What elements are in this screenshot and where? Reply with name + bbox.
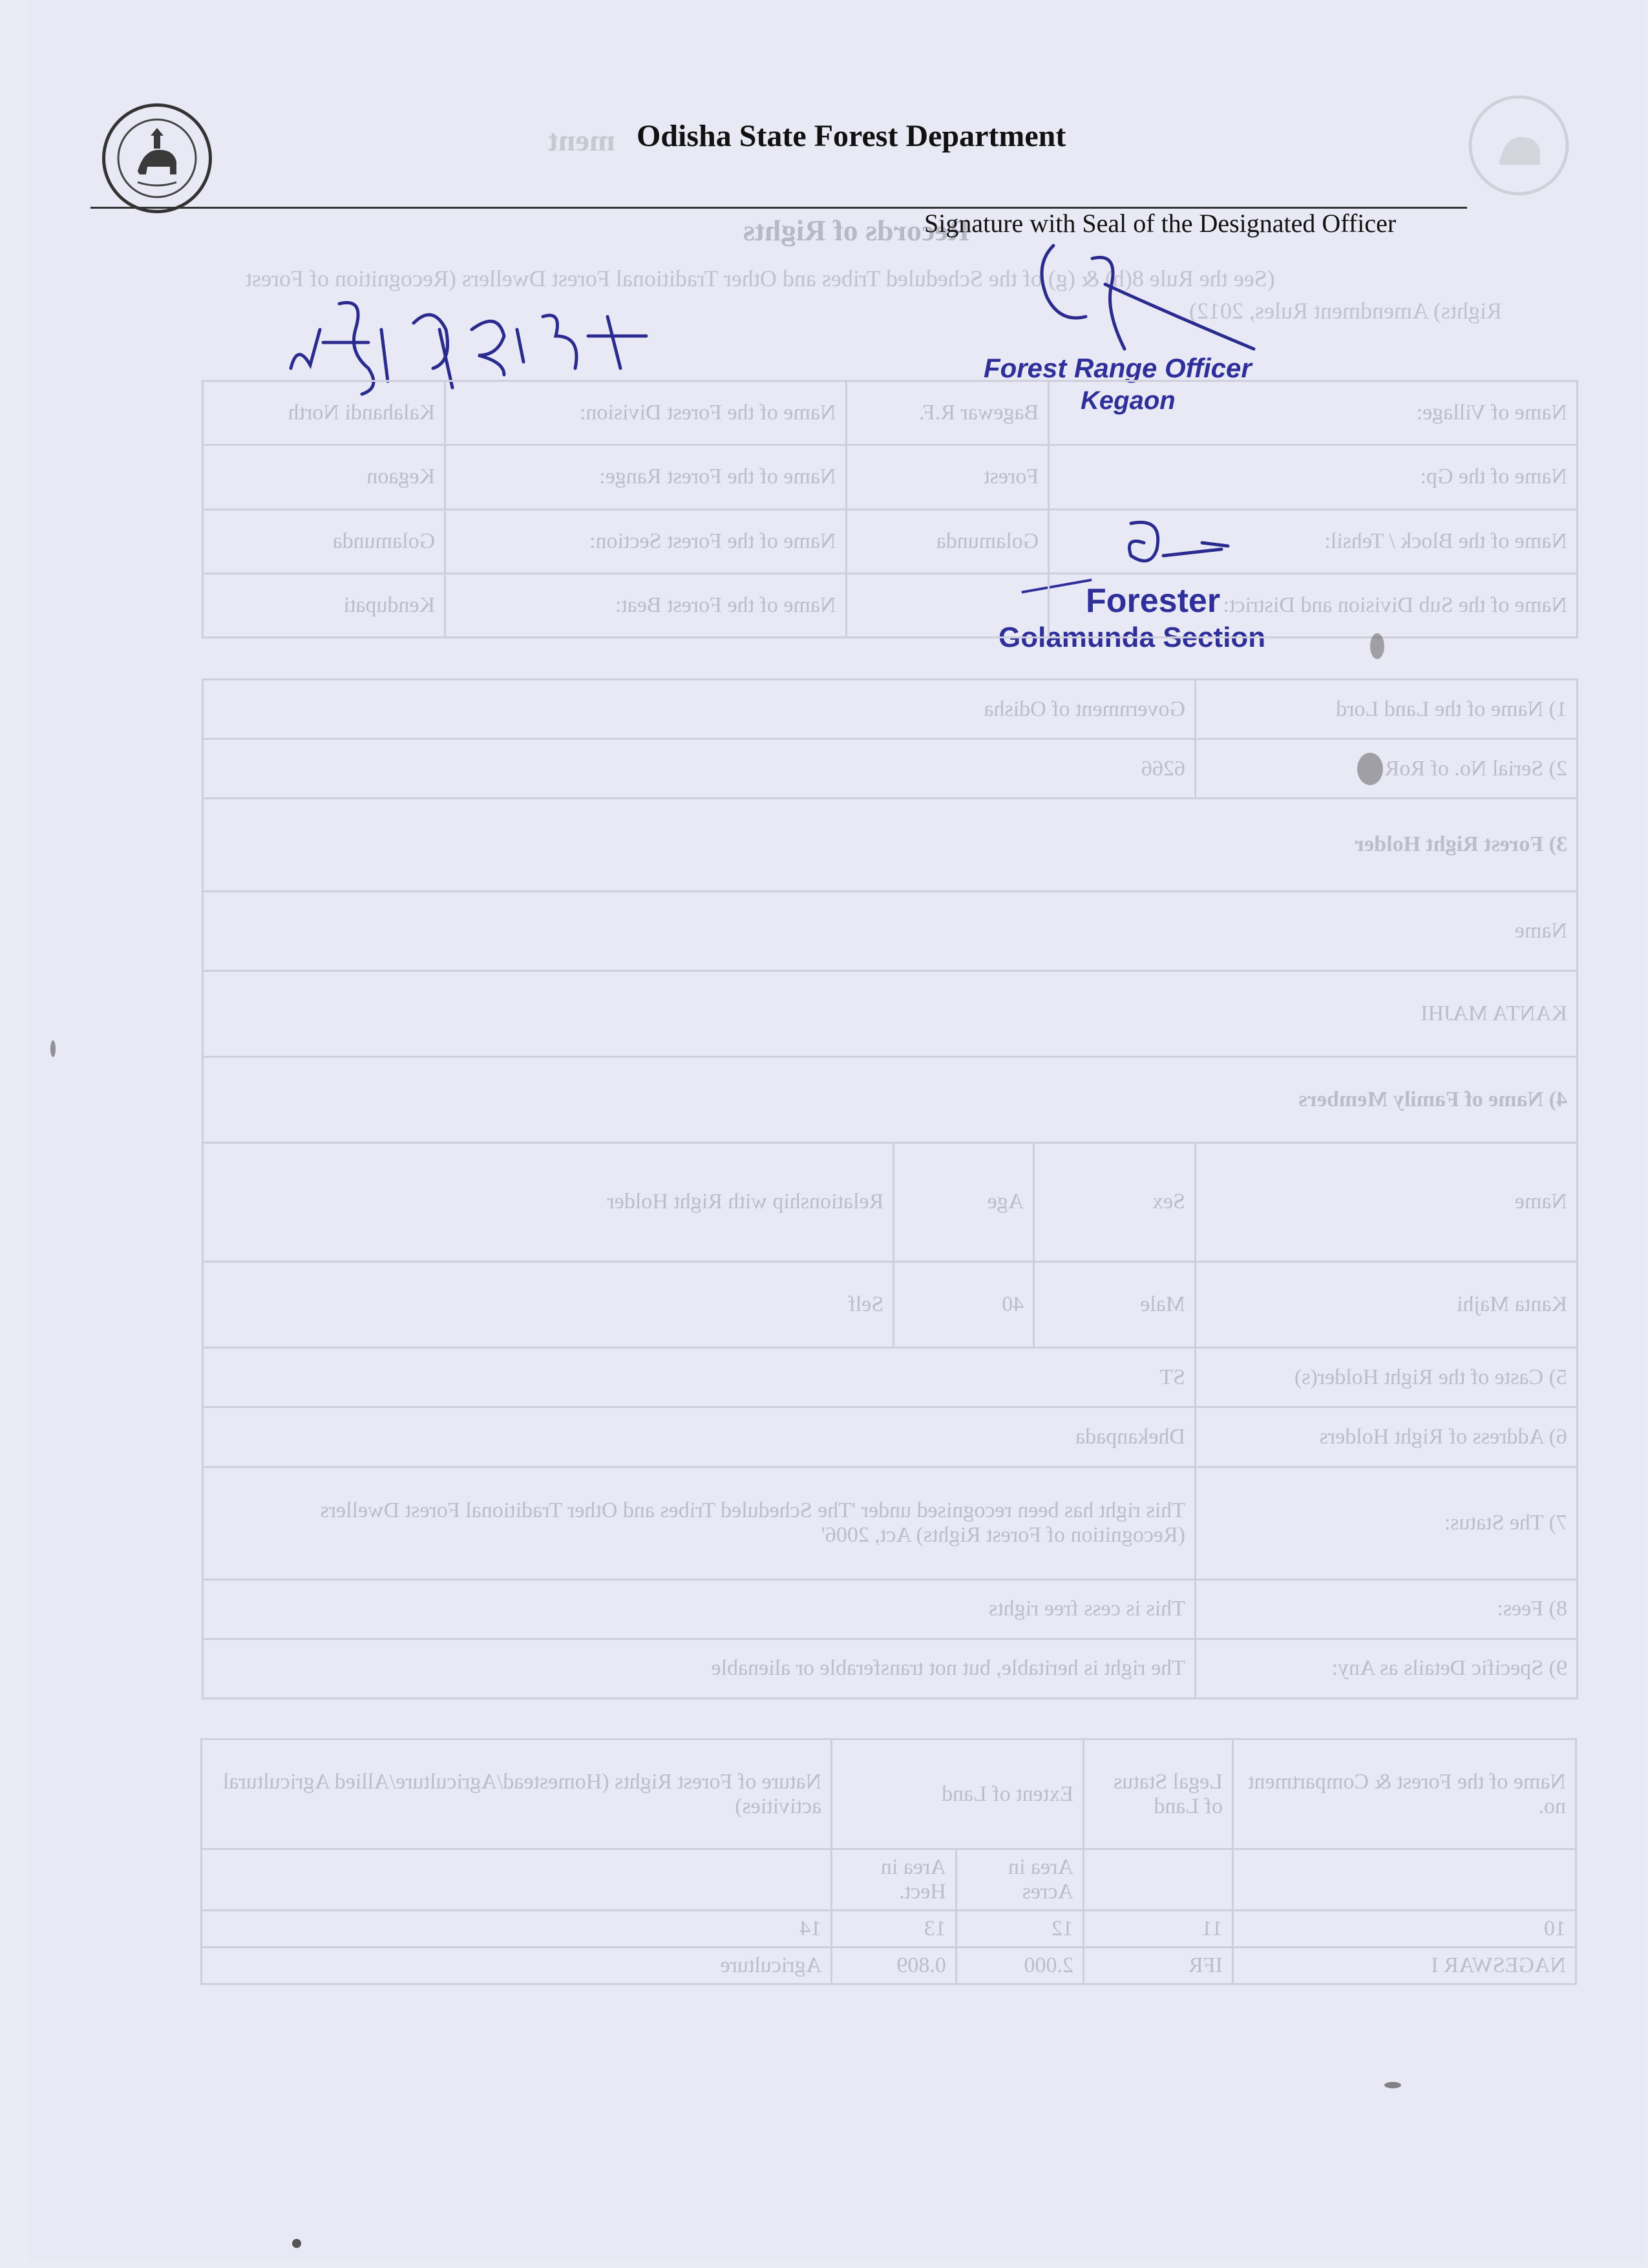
table-row	[203, 799, 1578, 891]
ghost-heading: Records of Rights	[743, 214, 970, 247]
table-cell: ST	[203, 1348, 1196, 1407]
table-cell: Name of the Forest Beat:	[445, 573, 846, 637]
table-cell	[1233, 1849, 1576, 1911]
table-cell: Name of the Forest Range:	[445, 445, 846, 509]
forester-stamp-line-2: Golamunda Section	[998, 622, 1266, 653]
table-row	[202, 1911, 1576, 1948]
ghost-seal-icon	[1464, 90, 1574, 200]
ink-speck	[1384, 2082, 1401, 2088]
table-cell: 2.000	[956, 1948, 1083, 1984]
ink-speck	[50, 1040, 56, 1057]
ghost-details-table	[202, 678, 1578, 1699]
table-cell: Name of the Gp:	[1049, 445, 1578, 509]
table-cell: 4) Name of Family Members	[203, 1056, 1578, 1142]
table-cell: Area in Acres	[956, 1849, 1083, 1911]
table-cell: Name of the Block / Tehsil:	[1049, 509, 1578, 573]
table-cell: 7) The Status:	[1196, 1467, 1578, 1579]
table-row	[203, 971, 1578, 1056]
table-row	[203, 680, 1578, 739]
table-cell: Golamunda	[203, 509, 445, 573]
table-cell: Name of the Forest Section:	[445, 509, 846, 573]
range-officer-stamp-line-2: Kegaon	[1081, 386, 1176, 415]
ink-speck	[1370, 633, 1384, 659]
range-officer-signature	[1008, 239, 1280, 368]
table-row	[203, 891, 1578, 971]
table-row	[203, 1056, 1578, 1142]
table-row	[203, 1579, 1578, 1639]
table-cell: 9) Specific Details as Any:	[1196, 1639, 1578, 1698]
table-cell: This right has been recognised under 'The Scheduled Tribes and Other Traditional Forest Dwellers (Recognition of Forest Rights) Act, 2006'	[203, 1467, 1196, 1579]
table-cell: Age	[894, 1142, 1034, 1261]
table-row	[203, 1142, 1578, 1261]
table-row	[203, 381, 1578, 445]
table-cell: Male	[1034, 1262, 1196, 1348]
table-cell	[1084, 1849, 1233, 1911]
table-cell: Name of the Sub Division and District:	[1049, 573, 1578, 637]
ghost-land-table	[200, 1738, 1577, 1985]
table-cell: IFR	[1084, 1948, 1233, 1984]
ghost-title-bleed: ment	[548, 123, 615, 158]
table-row	[203, 509, 1578, 573]
odisha-emblem-seal	[102, 103, 212, 213]
table-row	[203, 445, 1578, 509]
forester-stamp-line-1: Forester	[1086, 582, 1221, 620]
table-cell: Kendupati	[203, 573, 445, 637]
table-cell: Kanta Majhi	[1196, 1262, 1578, 1348]
table-row	[202, 1739, 1576, 1849]
table-cell: Sex	[1034, 1142, 1196, 1261]
table-row	[203, 1348, 1578, 1407]
table-cell: 12	[956, 1911, 1083, 1948]
table-cell: Name of the Forest & Compartment no.	[1233, 1739, 1576, 1849]
table-cell: Area in Hect.	[832, 1849, 956, 1911]
table-cell: 3) Forest Right Holder	[203, 799, 1578, 891]
table-cell: 5) Caste of the Right Holder(s)	[1196, 1348, 1578, 1407]
ghost-location-table	[202, 380, 1578, 638]
table-row	[203, 1262, 1578, 1348]
table-cell: NAGESWAR I	[1233, 1948, 1576, 1984]
table-row	[203, 1467, 1578, 1579]
page-title: Odisha State Forest Department	[637, 119, 1066, 153]
table-row	[203, 1639, 1578, 1698]
table-cell: Name of the Forest Division:	[445, 381, 846, 445]
ink-speck	[292, 2239, 301, 2248]
ghost-rule-line-1: (See the Rule 8(h) & (g) of the Scheduled Tribes and Other Traditional Forest Dwellers (Recognition of Forest	[246, 266, 1275, 291]
table-cell: Extent of Land	[832, 1739, 1084, 1849]
table-cell: Name of Village:	[1049, 381, 1578, 445]
table-cell	[846, 573, 1049, 637]
table-row	[203, 573, 1578, 637]
table-row	[202, 1849, 1576, 1911]
table-cell: 10	[1233, 1911, 1576, 1948]
range-officer-stamp-line-1: Forest Range Officer	[984, 353, 1252, 383]
table-cell: Agriculture	[202, 1948, 832, 1984]
ink-speck	[1357, 753, 1383, 785]
table-cell: Golamunda	[846, 509, 1049, 573]
table-row	[202, 1948, 1576, 1984]
table-cell: 0.809	[832, 1948, 956, 1984]
table-cell: 11	[1084, 1911, 1233, 1948]
table-cell: 6) Address of Right Holders	[1196, 1407, 1578, 1467]
table-cell: Name	[203, 891, 1578, 971]
table-cell: Forest	[846, 445, 1049, 509]
table-cell: 6266	[203, 739, 1196, 799]
table-cell: KANTA MAJHI	[203, 971, 1578, 1056]
table-cell: 2) Serial No. of RoR	[1196, 739, 1578, 799]
table-cell: 40	[894, 1262, 1034, 1348]
table-cell: Legal Status of Land	[1084, 1739, 1233, 1849]
emblem-icon	[109, 110, 206, 207]
table-cell: This is cess free rights	[203, 1579, 1196, 1639]
ghost-rule-line-2: Rights) Amendment Rules, 2012)	[1189, 298, 1502, 324]
signature-label: Signature with Seal of the Designated Officer	[924, 209, 1397, 238]
table-cell: Bagewar R.F.	[846, 381, 1049, 445]
table-cell: 14	[202, 1911, 832, 1948]
table-cell: Kegaon	[203, 445, 445, 509]
table-cell: Name	[1196, 1142, 1578, 1261]
table-cell: The right is heritable, but not transferable or alienable	[203, 1639, 1196, 1698]
table-row	[203, 1407, 1578, 1467]
table-cell: Relationship with Right Holder	[203, 1142, 894, 1261]
table-cell: Government of Odisha	[203, 680, 1196, 739]
table-cell: 13	[832, 1911, 956, 1948]
table-cell: Kalahandi North	[203, 381, 445, 445]
table-cell: 1) Name of the Land Lord	[1196, 680, 1578, 739]
table-cell: Self	[203, 1262, 894, 1348]
table-cell: Dhekanpada	[203, 1407, 1196, 1467]
table-cell	[202, 1849, 832, 1911]
table-cell: Nature of Forest Rights (Homestead/Agriculture/Allied Agricultural activities)	[202, 1739, 832, 1849]
table-cell: 8) Fees:	[1196, 1579, 1578, 1639]
